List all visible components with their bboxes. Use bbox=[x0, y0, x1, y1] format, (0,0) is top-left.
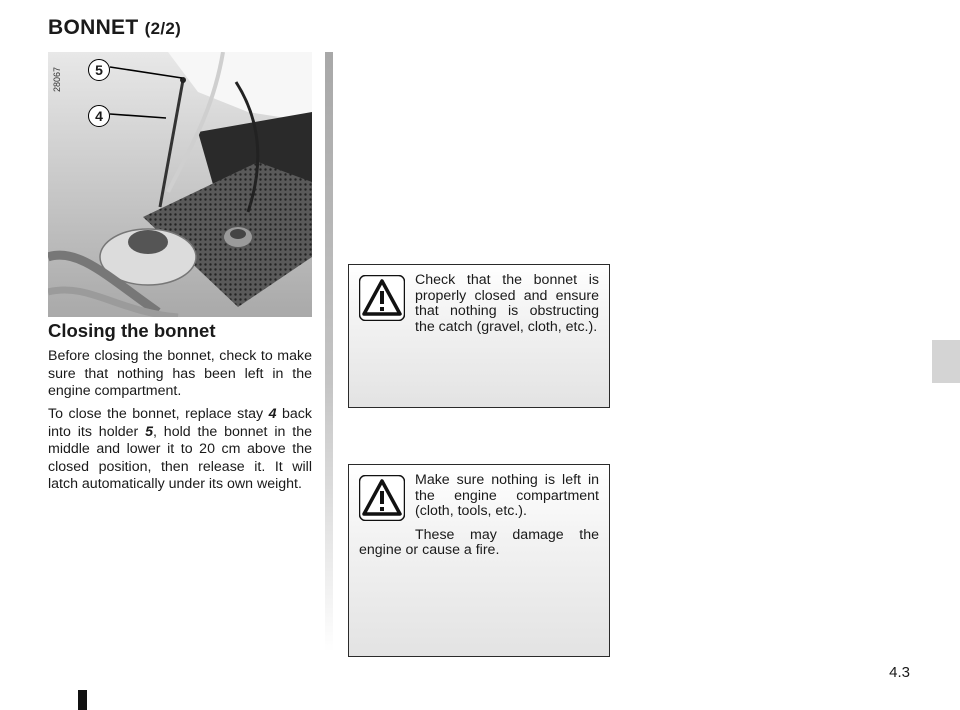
text-part: To close the bonnet, replace stay bbox=[48, 406, 269, 422]
callout-4 bbox=[88, 105, 110, 127]
page-title bbox=[48, 16, 181, 40]
warning-text: Check that the bonnet is properly closed and ensure that nothing is obstructing the catch (gravel, cloth, etc.). bbox=[415, 272, 599, 335]
title-main: BONNET bbox=[48, 16, 139, 39]
warning-triangle-icon bbox=[359, 275, 405, 321]
warning-text: Make sure nothing is left in the engine compartment (cloth, tools, etc.). bbox=[415, 472, 599, 519]
ref-stay-4: 4 bbox=[268, 406, 277, 422]
paragraph-check: Before closing the bonnet, check to make sure that nothing has been left in the engine compartment. bbox=[48, 348, 312, 399]
title-subtitle: (2/2) bbox=[144, 19, 182, 38]
section-heading: Closing the bonnet bbox=[48, 320, 216, 341]
page-number: 4.3 bbox=[889, 664, 910, 681]
callout-4-label: 4 bbox=[95, 108, 103, 124]
paragraph-close-instructions bbox=[48, 406, 312, 494]
figure-code: 28067 bbox=[52, 66, 62, 92]
ref-holder-5: 5 bbox=[145, 423, 153, 440]
text-part: , hold the bonnet in the middle and lower it to 20 cm above the closed position, then release it. It will latch automatically under its own weight. bbox=[48, 423, 312, 492]
warning-box-engine-compartment bbox=[348, 464, 610, 657]
chapter-tab bbox=[932, 340, 960, 383]
warning-triangle-icon bbox=[359, 475, 405, 521]
crop-mark bbox=[78, 690, 87, 710]
warning-box-bonnet-closed bbox=[348, 264, 610, 408]
text-part: back into its holder bbox=[48, 406, 312, 440]
engine-bay-photo bbox=[48, 52, 312, 317]
column-separator bbox=[325, 52, 333, 652]
warning-text-2: These may damage the engine or cause a fire. bbox=[359, 526, 599, 558]
callout-5-label: 5 bbox=[95, 62, 103, 78]
callout-5 bbox=[88, 59, 110, 81]
